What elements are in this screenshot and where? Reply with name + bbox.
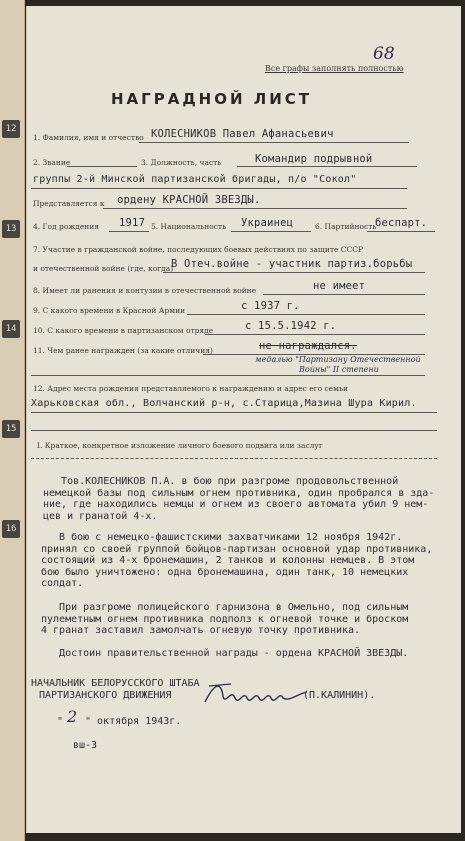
position-value: Командир подрывной xyxy=(255,153,373,165)
army-value: с 1937 г. xyxy=(241,300,300,312)
binding-tab: 13 xyxy=(2,220,20,238)
address-value: Харьковская обл., Волчанский р-н, с.Старица,Мазина Шура Кирил. xyxy=(31,398,417,409)
signature-title-1: НАЧАЛЬНИК БЕЛОРУССКОГО ШТАБА xyxy=(31,678,200,689)
binding-tab: 16 xyxy=(2,520,20,538)
unit-value: группы 2-й Минской партизанской бригады, п/о "Сокол" xyxy=(33,174,357,185)
war-value: В Отеч.войне - участник партиз.борьбы xyxy=(171,258,413,270)
awards-label: 11. Чем ранее награжден (за какие отличия) xyxy=(33,346,213,355)
party-label: 6. Партийность xyxy=(315,222,377,231)
awards-note-2: Войны" II степени xyxy=(299,365,379,374)
nationality-value: Украинец xyxy=(241,217,294,229)
presented-value: ордену КРАСНОЙ ЗВЕЗДЫ. xyxy=(117,194,261,206)
address-underline-2 xyxy=(31,430,437,431)
date-day: 2 xyxy=(67,707,78,726)
binding-tab: 15 xyxy=(2,420,20,438)
document-code: вш-3 xyxy=(73,740,98,751)
feat-paragraph-3: При разгроме полицейского гарнизона в Омельно, под сильным пулеметным огнем противника подполз к огневой точке и броском 4 гранат заставил замолчать огневую точку противника. xyxy=(41,602,409,636)
feat-paragraph-2: В бою с немецко-фашистскими захватчиками 12 ноября 1942г. принял со своей группой бойцов-партизан основной удар противника, состоящий из 4-х бронемашин, 2 танков и колонны немцев. В этом бою было уничтожено: одна бронемашина, один танк, 10 немецких солдат. xyxy=(41,532,433,589)
name-value: КОЛЕСНИКОВ Павел Афанасьевич xyxy=(151,128,334,140)
signer-name: (П.КАЛИНИН). xyxy=(303,690,376,701)
partisan-underline xyxy=(205,334,425,335)
awards-note-1: медалью "Партизану Отечественной xyxy=(255,355,421,364)
party-value: беспарт. xyxy=(375,217,428,229)
award-sheet xyxy=(26,6,461,833)
position-label: 3. Должность, часть xyxy=(141,158,222,167)
signature-title-2: ПАРТИЗАНСКОГО ДВИЖЕНИЯ xyxy=(39,690,172,701)
date-text: " октября 1943г. xyxy=(85,716,182,727)
address-label: 12. Адрес места рождения представляемого к награждению и адрес его семьи xyxy=(33,384,349,393)
partisan-value: с 15.5.1942 г. xyxy=(245,320,337,332)
handwritten-signature xyxy=(201,676,311,712)
presented-label: Представляется к xyxy=(33,199,105,208)
war-underline xyxy=(163,272,425,273)
feat-heading: I. Краткое, конкретное изложение личного боевого подвига или заслуг xyxy=(37,441,323,450)
rank-underline xyxy=(67,166,137,167)
wounds-value: не имеет xyxy=(313,280,366,292)
wounds-label: 8. Имеет ли ранения и контузии в отечественной войне xyxy=(33,286,257,295)
war-label-2: и отечественной войне (где, когда) xyxy=(33,264,174,273)
nationality-label: 5. Национальность xyxy=(151,222,227,231)
unit-underline xyxy=(31,188,407,189)
name-underline xyxy=(139,142,409,143)
army-underline xyxy=(187,314,425,315)
binding-tab: 12 xyxy=(2,120,20,138)
partisan-label: 10. С какого времени в партизанском отряде xyxy=(33,326,214,335)
wounds-underline xyxy=(263,294,425,295)
page-number: 68 xyxy=(373,44,395,64)
birth-label: 4. Год рождения xyxy=(33,222,100,231)
feat-paragraph-1: Тов.КОЛЕСНИКОВ П.А. в бою при разгроме продовольственной немецкой базы под сильным огнем противника, один пробрался в зда- ние, где находились немцы и огнем из своего автомата убил 9 нем- цев и гранатой 4-х. xyxy=(43,476,435,522)
awards-underline xyxy=(203,354,425,355)
party-underline xyxy=(367,231,435,232)
presented-underline xyxy=(103,208,407,209)
page-title: НАГРАДНОЙ ЛИСТ xyxy=(111,90,313,108)
birth-underline xyxy=(109,231,149,232)
awards-underline-2 xyxy=(31,375,425,376)
birth-value: 1917 xyxy=(119,217,146,229)
awards-value: не награждался. xyxy=(259,340,357,352)
date-quote-open: " xyxy=(57,716,64,727)
binding-strip xyxy=(0,0,25,841)
fill-instruction: Все графы заполнять полностью xyxy=(265,64,404,73)
name-label: 1. Фамилия, имя и отчество xyxy=(33,133,144,142)
war-label-1: 7. Участие в гражданской войне, последующих боевых действиях по защите СССР xyxy=(33,245,364,254)
binding-tab: 14 xyxy=(2,320,20,338)
nationality-underline xyxy=(231,231,311,232)
army-label: 9. С какого времени в Красной Армии xyxy=(33,306,186,315)
feat-divider xyxy=(31,458,437,459)
feat-paragraph-4: Достоин правительственной награды - ордена КРАСНОЙ ЗВЕЗДЫ. xyxy=(41,648,409,659)
address-underline xyxy=(31,412,437,413)
rank-label: 2. Звание xyxy=(33,158,71,167)
position-underline xyxy=(237,166,417,167)
